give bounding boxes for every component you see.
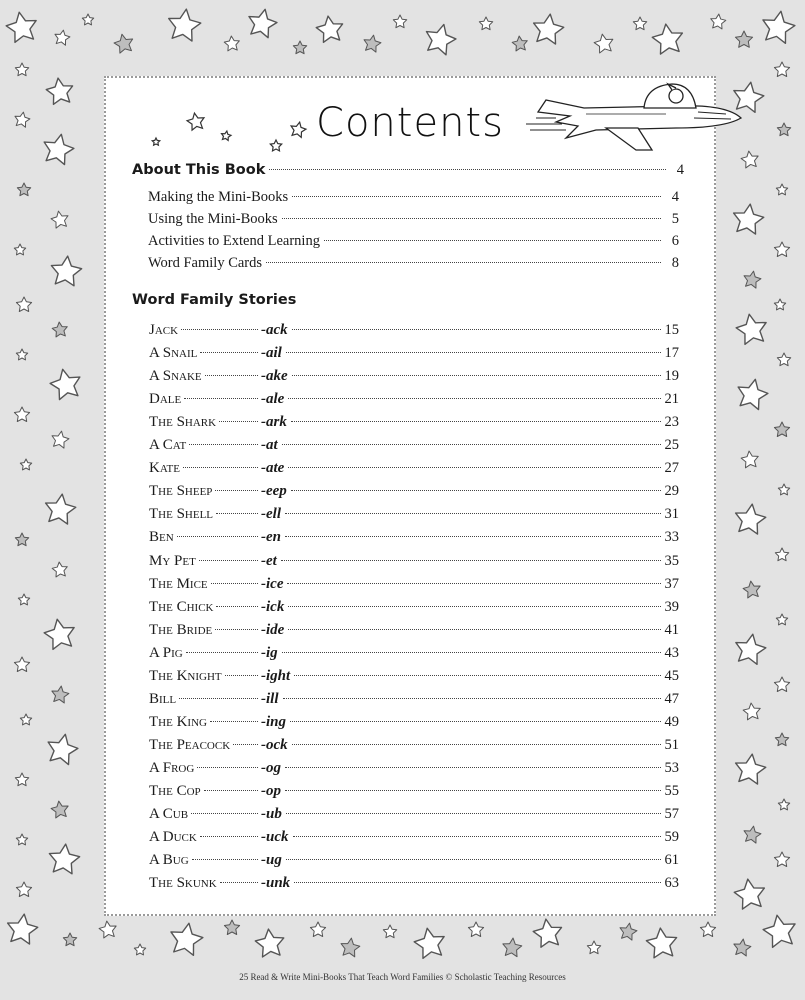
star-icon	[733, 877, 767, 910]
story-entry[interactable]	[149, 668, 679, 688]
leader-dots	[266, 262, 661, 263]
leader-dots	[286, 352, 661, 353]
leader-dots	[191, 813, 258, 814]
word-family: -ing	[261, 713, 287, 730]
star-icon	[13, 111, 30, 128]
story-title-cell	[149, 806, 261, 823]
star-icon	[134, 944, 145, 955]
word-family: -ail	[261, 345, 282, 362]
leader-dots	[292, 744, 661, 745]
story-title: A Cub	[149, 806, 189, 823]
entry-page: 8	[671, 255, 679, 271]
story-entry[interactable]	[149, 553, 679, 573]
star-icon	[778, 484, 789, 495]
story-title: The King	[149, 713, 207, 730]
about-page: 4	[676, 162, 684, 178]
star-icon	[63, 933, 76, 946]
story-title-cell	[149, 368, 261, 385]
story-title-cell	[149, 391, 261, 408]
word-family: -ick	[261, 598, 285, 615]
word-family: -unk	[261, 875, 291, 892]
story-page: 27	[664, 460, 679, 477]
story-page: 37	[664, 575, 679, 592]
story-title-cell	[149, 622, 261, 639]
toc-entry[interactable]	[148, 233, 679, 253]
story-page: 51	[664, 736, 679, 753]
word-family: -ub	[261, 806, 282, 823]
story-title: The Shark	[149, 414, 217, 431]
star-icon	[774, 62, 789, 77]
star-icon	[587, 941, 600, 954]
leader-dots	[285, 767, 661, 768]
story-title-cell	[149, 783, 261, 800]
story-entry[interactable]	[149, 691, 679, 711]
star-icon	[777, 353, 790, 366]
rocket-plane-illustration	[526, 78, 746, 158]
star-icon	[14, 244, 25, 255]
story-title-cell	[149, 576, 261, 593]
star-icon	[778, 799, 789, 810]
story-title-cell	[149, 460, 261, 477]
leader-dots	[183, 467, 258, 468]
leader-dots	[291, 421, 661, 422]
story-entry[interactable]	[149, 391, 679, 411]
story-title: A Snake	[149, 368, 202, 385]
star-icon	[700, 922, 715, 937]
star-icon	[733, 752, 767, 785]
star-icon	[15, 533, 28, 546]
star-icon	[254, 928, 285, 958]
story-title: The Mice	[149, 575, 208, 592]
story-page: 39	[664, 598, 679, 615]
story-entry[interactable]	[149, 322, 679, 342]
story-title-cell	[149, 691, 261, 708]
leader-dots	[215, 629, 258, 630]
story-title-cell	[149, 529, 261, 546]
story-page: 57	[664, 806, 679, 823]
star-icon	[774, 422, 789, 437]
star-icon	[742, 825, 762, 844]
star-icon	[593, 33, 615, 54]
leader-dots	[204, 790, 258, 791]
leader-dots	[324, 240, 661, 241]
star-icon	[775, 733, 788, 746]
star-icon	[422, 21, 458, 56]
story-title: The Bride	[149, 621, 213, 638]
story-title: Bill	[149, 690, 177, 707]
leader-dots	[282, 652, 661, 653]
leader-dots	[291, 490, 661, 491]
star-icon	[43, 492, 77, 525]
star-icon	[16, 834, 27, 845]
star-icon	[733, 502, 767, 535]
story-entry[interactable]	[149, 529, 679, 549]
story-title-cell	[149, 437, 261, 454]
star-icon	[16, 297, 31, 312]
star-icon	[14, 407, 29, 422]
leader-dots	[210, 721, 258, 722]
leader-dots	[288, 629, 660, 630]
word-family: -ight	[261, 667, 291, 684]
word-family: -ale	[261, 391, 285, 408]
word-family: -en	[261, 529, 281, 546]
story-entry[interactable]	[149, 875, 679, 895]
story-page: 41	[664, 621, 679, 638]
star-icon	[383, 925, 396, 938]
star-icon	[50, 685, 69, 704]
leader-dots	[219, 421, 258, 422]
story-entry[interactable]	[149, 599, 679, 619]
word-family: -et	[261, 552, 277, 569]
story-page: 33	[664, 529, 679, 546]
star-icon	[50, 430, 70, 449]
story-title: Kate	[149, 460, 180, 477]
story-title: Jack	[149, 322, 179, 338]
star-icon	[52, 321, 69, 337]
entry-label: Using the Mini-Books	[148, 211, 278, 227]
star-icon	[362, 34, 382, 53]
star-icon	[618, 922, 638, 941]
story-title: A Snail	[149, 345, 198, 362]
leader-dots	[294, 675, 660, 676]
star-icon	[48, 842, 81, 874]
story-page: 47	[664, 690, 679, 707]
story-title-cell	[149, 553, 261, 570]
story-page: 49	[664, 713, 679, 730]
word-family: -ide	[261, 621, 285, 638]
star-icon	[468, 922, 483, 937]
leader-dots	[192, 859, 258, 860]
star-icon	[310, 922, 325, 937]
leader-dots	[287, 583, 660, 584]
leader-dots	[200, 836, 258, 837]
leader-dots	[283, 698, 661, 699]
leader-dots	[200, 352, 258, 353]
story-page: 25	[664, 437, 679, 454]
story-title: The Peacock	[149, 736, 231, 753]
star-icon	[731, 202, 765, 235]
star-icon	[50, 800, 69, 819]
star-icon	[52, 561, 69, 577]
star-icon	[532, 917, 564, 948]
star-icon	[741, 450, 760, 468]
star-icon	[14, 657, 29, 672]
star-icon	[15, 773, 28, 786]
story-title: A Duck	[149, 829, 197, 846]
story-entry[interactable]	[149, 783, 679, 803]
leader-dots	[179, 698, 258, 699]
leader-dots	[216, 606, 258, 607]
story-title-cell	[149, 829, 261, 846]
leader-dots	[184, 398, 258, 399]
story-title-cell	[149, 714, 261, 731]
leader-dots	[292, 375, 661, 376]
star-icon	[742, 580, 761, 599]
star-icon	[531, 12, 565, 45]
story-title-cell	[149, 852, 261, 869]
story-page: 63	[664, 875, 679, 892]
star-icon	[777, 123, 790, 136]
star-icon	[633, 17, 646, 30]
story-page: 45	[664, 667, 679, 684]
star-icon	[113, 32, 135, 54]
star-icon	[315, 14, 345, 43]
entry-label: Activities to Extend Learning	[148, 233, 320, 249]
star-icon	[774, 299, 785, 310]
leader-dots	[281, 560, 661, 561]
story-title: Ben	[149, 529, 174, 546]
story-title: Dale	[149, 391, 182, 408]
word-family: -og	[261, 759, 281, 776]
leader-dots	[292, 329, 661, 330]
leader-dots	[220, 882, 258, 883]
star-icon	[20, 714, 31, 725]
story-page: 43	[664, 644, 679, 661]
story-entry[interactable]	[149, 345, 679, 365]
entry-label: Making the Mini-Books	[148, 189, 289, 205]
about-title: About This Book	[132, 162, 266, 178]
star-icon	[512, 35, 529, 51]
star-icon	[774, 242, 789, 257]
leader-dots	[186, 652, 258, 653]
word-family: -uck	[261, 829, 289, 846]
star-icon	[760, 8, 797, 44]
leader-dots	[233, 744, 258, 745]
star-icon	[82, 14, 93, 25]
star-icon	[50, 254, 83, 286]
story-title: A Bug	[149, 852, 189, 869]
story-title-cell	[149, 345, 261, 362]
footer-credit: 25 Read & Write Mini-Books That Teach Word Families © Scholastic Teaching Resources	[239, 972, 566, 982]
story-entry[interactable]	[149, 714, 679, 734]
story-title: A Cat	[149, 437, 187, 454]
star-icon	[98, 920, 117, 939]
leader-dots	[292, 196, 661, 197]
star-icon	[761, 912, 798, 948]
star-icon	[50, 210, 70, 229]
star-icon	[735, 31, 752, 47]
leader-dots	[197, 767, 258, 768]
star-icon	[742, 270, 762, 289]
star-icon	[774, 677, 789, 692]
star-icon	[166, 7, 202, 42]
word-family: -ell	[261, 506, 281, 523]
story-page: 19	[664, 368, 679, 385]
star-icon	[245, 6, 279, 38]
star-icon	[743, 702, 762, 720]
page-title: Contents	[316, 100, 504, 146]
word-family: -ill	[261, 690, 279, 707]
star-icon	[479, 17, 492, 30]
leader-dots	[181, 329, 258, 330]
story-entry[interactable]	[149, 737, 679, 757]
story-title: My Pet	[149, 552, 196, 569]
star-icon	[774, 852, 789, 867]
leader-dots	[288, 467, 660, 468]
story-entry[interactable]	[149, 622, 679, 642]
story-title-cell	[149, 599, 261, 616]
entry-page: 6	[671, 233, 679, 249]
story-page: 31	[664, 506, 679, 523]
leader-dots	[215, 490, 258, 491]
star-icon	[44, 731, 80, 766]
star-icon	[40, 131, 76, 166]
story-entry[interactable]	[149, 645, 679, 665]
story-title-cell	[149, 760, 261, 777]
story-entry[interactable]	[149, 483, 679, 503]
toc-entry[interactable]	[148, 189, 679, 209]
star-icon	[502, 937, 523, 957]
story-page: 17	[664, 345, 679, 362]
word-family: -ark	[261, 414, 287, 431]
story-entry[interactable]	[149, 506, 679, 526]
star-icon	[339, 937, 360, 958]
star-icon	[16, 349, 27, 360]
story-title-cell	[149, 414, 261, 431]
story-entry[interactable]	[149, 437, 679, 457]
word-family: -ate	[261, 460, 285, 477]
story-title: The Skunk	[149, 875, 217, 892]
entry-page: 5	[671, 211, 679, 227]
star-icon	[710, 13, 727, 29]
word-family: -ack	[261, 322, 288, 338]
leader-dots	[288, 398, 660, 399]
leader-dots	[288, 606, 660, 607]
story-entry[interactable]	[149, 414, 679, 434]
story-title-cell	[149, 506, 261, 523]
leader-dots	[290, 721, 660, 722]
word-family: -op	[261, 783, 281, 799]
story-page: 29	[664, 483, 679, 500]
leader-dots	[177, 536, 258, 537]
word-family: -ake	[261, 368, 288, 385]
star-icon	[775, 548, 788, 561]
leader-dots	[205, 375, 258, 376]
leader-dots	[285, 790, 661, 791]
star-icon	[224, 920, 239, 935]
leader-dots	[282, 444, 661, 445]
star-icon	[17, 183, 30, 196]
story-entry[interactable]	[149, 576, 679, 596]
story-entry[interactable]	[149, 852, 679, 872]
story-page: 21	[664, 391, 679, 408]
star-icon	[53, 29, 70, 46]
story-title-cell	[149, 322, 261, 339]
star-icon	[412, 926, 447, 960]
star-icon	[16, 882, 31, 897]
star-icon	[776, 184, 787, 195]
leader-dots	[285, 536, 661, 537]
about-section-heading	[132, 162, 684, 179]
contents-panel	[104, 76, 716, 916]
leader-dots	[285, 513, 661, 514]
toc-entry[interactable]	[148, 211, 679, 231]
star-icon	[5, 912, 39, 945]
star-icon	[45, 76, 75, 105]
word-family: -eep	[261, 483, 287, 500]
star-icon	[776, 614, 787, 625]
leader-dots	[211, 583, 258, 584]
story-page: 53	[664, 759, 679, 776]
star-icon	[42, 617, 77, 651]
story-entry[interactable]	[149, 460, 679, 480]
leader-dots	[282, 218, 661, 219]
story-title-cell	[149, 645, 261, 662]
star-icon	[393, 15, 406, 28]
story-title: The Shell	[149, 506, 214, 523]
star-icon	[734, 312, 769, 346]
story-title: The Knight	[149, 667, 222, 684]
story-page: 61	[664, 852, 679, 869]
leader-dots	[199, 560, 258, 561]
star-icon	[20, 459, 31, 470]
entry-label: Word Family Cards	[148, 255, 263, 271]
star-icon	[224, 35, 240, 51]
story-page: 23	[664, 414, 679, 431]
star-icon	[651, 22, 685, 55]
story-entry[interactable]	[149, 806, 679, 826]
star-icon	[18, 594, 29, 605]
word-family: -ig	[261, 644, 278, 661]
story-page: 59	[664, 829, 679, 846]
word-family: -ug	[261, 852, 282, 869]
story-title: The Sheep	[149, 483, 213, 500]
story-entry[interactable]	[149, 829, 679, 849]
leader-dots	[293, 836, 661, 837]
leader-dots	[269, 169, 666, 170]
story-entry[interactable]	[149, 760, 679, 780]
word-family: -ice	[261, 575, 284, 592]
leader-dots	[294, 882, 660, 883]
star-icon	[168, 920, 205, 956]
star-icon	[645, 926, 678, 958]
story-title: The Cop	[149, 783, 201, 799]
star-icon	[15, 63, 28, 76]
leader-dots	[225, 675, 258, 676]
leader-dots	[189, 444, 258, 445]
leader-dots	[286, 813, 661, 814]
story-page: 35	[664, 552, 679, 569]
star-icon	[48, 366, 84, 401]
star-icon	[4, 10, 39, 44]
story-title-cell	[149, 737, 261, 754]
word-family: -at	[261, 437, 278, 454]
story-title: A Frog	[149, 759, 195, 776]
story-page: 15	[664, 322, 679, 338]
leader-dots	[216, 513, 258, 514]
entry-page: 4	[671, 189, 679, 205]
stories-section-heading: Word Family Stories	[132, 292, 297, 308]
story-title-cell	[149, 668, 261, 685]
story-title-cell	[149, 483, 261, 500]
word-family: -ock	[261, 736, 288, 753]
star-icon	[732, 938, 751, 957]
toc-entry[interactable]	[148, 255, 679, 275]
story-page: 55	[664, 783, 679, 799]
star-icon	[734, 376, 770, 411]
star-icon	[293, 41, 306, 54]
story-title: A Pig	[149, 644, 183, 661]
leader-dots	[286, 859, 661, 860]
story-title-cell	[149, 875, 261, 892]
star-icon	[733, 632, 768, 666]
story-entry[interactable]	[149, 368, 679, 388]
story-title: The Chick	[149, 598, 214, 615]
